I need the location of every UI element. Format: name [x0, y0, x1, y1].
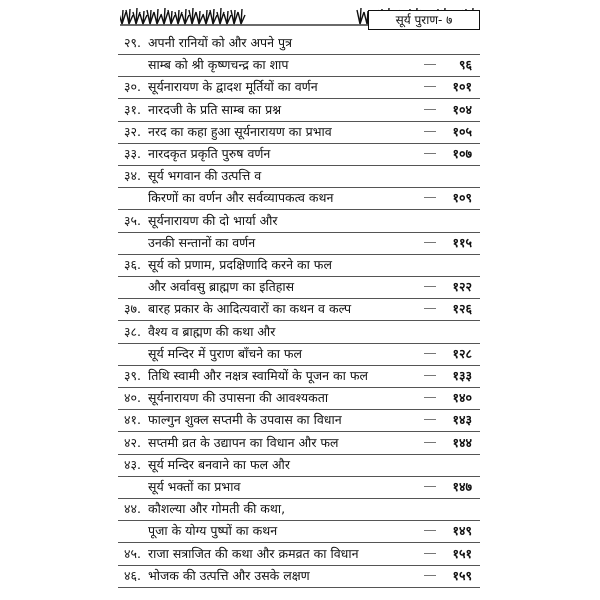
leader-dash: [424, 397, 436, 398]
entry-page-number: १०५: [452, 123, 472, 139]
entry-page-number: १५९: [452, 567, 472, 583]
toc-line: [118, 454, 480, 477]
leader-dash: [424, 308, 436, 309]
entry-page-number: १०७: [452, 146, 472, 161]
entry-number: ३४.: [124, 168, 141, 184]
toc-line: [118, 365, 480, 388]
leader-dash: [424, 131, 436, 132]
page-header-title: सूर्य पुराण- ७: [368, 10, 480, 30]
entry-title: तिथि स्वामी और नक्षत्र स्वामियों के पूजन का फल: [148, 368, 368, 383]
entry-page-number: १०१: [452, 79, 472, 95]
entry-page-number: १४४: [452, 434, 472, 450]
toc-line: [118, 232, 480, 255]
toc-line: [118, 187, 480, 210]
header-ornament: [120, 4, 480, 28]
toc-line: [118, 254, 480, 277]
leader-dash: [424, 153, 436, 154]
toc-line: [118, 409, 480, 432]
entry-page-number: १४३: [452, 412, 472, 428]
entry-page-number: १०४: [452, 101, 472, 117]
entry-page-number: १४७: [452, 479, 472, 494]
toc-line: [118, 210, 480, 233]
entry-page-number: १४०: [452, 390, 472, 406]
entry-title: सूर्यनारायण के द्वादश मूर्तियों का वर्णन: [148, 79, 318, 95]
leader-dash: [424, 442, 436, 443]
entry-page-number: १४९: [452, 523, 472, 539]
toc-line: [118, 387, 480, 410]
entry-title: नारदजी के प्रति साम्ब का प्रश्न: [148, 101, 282, 117]
entry-page-number: १५१: [452, 545, 472, 561]
entry-number: ४१.: [124, 412, 141, 428]
toc-line: [118, 520, 480, 543]
entry-title: पूजा के योग्य पुष्पों का कथन: [148, 523, 278, 539]
entry-page-number: ११५: [452, 234, 472, 250]
entry-title: सूर्यनारायण की उपासना की आवश्यकता: [148, 390, 329, 406]
entry-page-number: ९६: [458, 57, 472, 73]
entry-number: ४४.: [124, 501, 141, 517]
toc-line: [118, 143, 480, 166]
entry-number: ४२.: [124, 434, 141, 450]
entry-title: भोजक की उत्पत्ति और उसके लक्षण: [148, 567, 310, 583]
entry-number: ३६.: [124, 257, 141, 272]
entry-number: ४०.: [124, 390, 141, 406]
entry-title: नरद का कहा हुआ सूर्यनारायण का प्रभाव: [148, 123, 332, 139]
leader-dash: [424, 197, 436, 198]
toc-line: [118, 76, 480, 99]
entry-number: ३८.: [124, 323, 141, 339]
toc-line: [118, 321, 480, 344]
toc-line: [118, 99, 480, 122]
leader-dash: [424, 242, 436, 243]
entry-title: बारह प्रकार के आदित्यवारों का कथन व कल्प: [148, 301, 352, 317]
leader-dash: [424, 109, 436, 110]
entry-title: नारदकृत प्रकृति पुरुष वर्णन: [148, 146, 271, 161]
entry-title: सूर्य मन्दिर बनवाने का फल और: [148, 456, 290, 472]
entry-number: ३१.: [124, 101, 141, 117]
leader-dash: [424, 286, 436, 287]
entry-title: अपनी रानियों को और अपने पुत्र: [148, 35, 293, 50]
entry-title: राजा सत्राजित की कथा और क्रमव्रत का विधान: [148, 545, 359, 561]
entry-title: किरणों का वर्णन और सर्वव्यापकत्व कथन: [148, 190, 334, 206]
entry-number: ३७.: [124, 301, 141, 317]
entry-title: फाल्गुन शुक्ल सप्तमी के उपवास का विधान: [148, 412, 342, 428]
toc-line: [118, 298, 480, 321]
entry-number: ३३.: [124, 146, 141, 161]
toc-line: [118, 54, 480, 77]
entry-title: सप्तमी व्रत के उद्यापन का विधान और फल: [148, 434, 339, 450]
entry-number: ३५.: [124, 212, 141, 228]
leader-dash: [424, 86, 436, 87]
entry-title: वैश्य व ब्राह्मण की कथा और: [148, 323, 276, 339]
leader-dash: [424, 530, 436, 531]
leader-dash: [424, 375, 436, 376]
entry-title: सूर्य भगवान की उत्पत्ति व: [148, 168, 262, 184]
toc-line: [118, 476, 480, 499]
entry-number: ३२.: [124, 123, 141, 139]
toc-line: [118, 32, 480, 55]
toc-line: [118, 543, 480, 566]
entry-page-number: १२२: [452, 279, 472, 295]
toc-line: [118, 165, 480, 188]
entry-number: २९.: [124, 35, 141, 50]
toc-line: [118, 121, 480, 144]
entry-title: और अर्वावसु ब्राह्मण का इतिहास: [148, 279, 295, 295]
toc-line: [118, 276, 480, 299]
entry-page-number: १२६: [452, 301, 472, 317]
toc-line: [118, 432, 480, 455]
leader-dash: [424, 64, 436, 65]
entry-number: ४५.: [124, 545, 141, 561]
entry-page-number: १०९: [452, 190, 472, 206]
leader-dash: [424, 575, 436, 576]
entry-title: सूर्य मन्दिर में पुराण बाँचने का फल: [148, 345, 303, 361]
entry-title: कौशल्या और गोमती की कथा,: [148, 501, 286, 517]
entry-title: साम्ब को श्री कृष्णचन्द्र का शाप: [148, 57, 289, 73]
entry-number: ३९.: [124, 368, 141, 383]
leader-dash: [424, 353, 436, 354]
leader-dash: [424, 419, 436, 420]
entry-number: ४३.: [124, 456, 141, 472]
entry-page-number: १३३: [452, 368, 472, 383]
toc-line: [118, 498, 480, 521]
entry-number: ४६.: [124, 567, 141, 583]
entry-title: सूर्य को प्रणाम, प्रदक्षिणादि करने का फल: [148, 257, 332, 272]
entry-page-number: १२८: [452, 345, 472, 361]
leader-dash: [424, 486, 436, 487]
leader-dash: [424, 553, 436, 554]
toc-line: [118, 565, 480, 588]
entry-title: उनकी सन्तानों का वर्णन: [148, 234, 256, 250]
entry-number: ३०.: [124, 79, 141, 95]
entry-title: सूर्य भक्तों का प्रभाव: [148, 479, 241, 494]
toc-line: [118, 343, 480, 366]
entry-title: सूर्यनारायण की दो भार्या और: [148, 212, 278, 228]
